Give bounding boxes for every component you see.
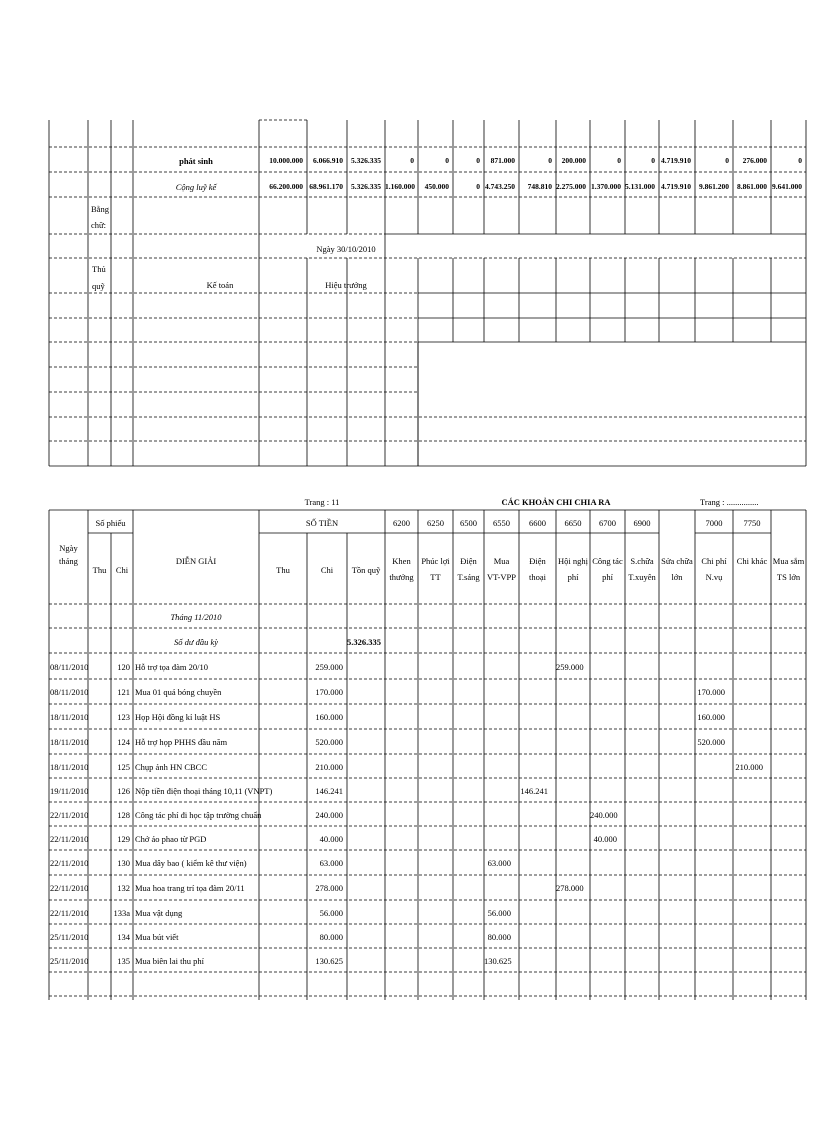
row-amount: 259.000 [315, 662, 343, 672]
so-tien-chi-header: Chi [320, 565, 334, 575]
column-header-line2: T.sáng [457, 572, 480, 582]
row-chi-number: 130 [117, 858, 130, 868]
column-header-line2: VT-VPP [487, 572, 516, 582]
column-code: 7000 [705, 518, 723, 528]
row-date: 22/11/2010 [50, 834, 89, 844]
cong-luy_ke-value: 748.810 [527, 182, 552, 191]
cong-luy_ke-value: 4.743.250 [485, 182, 515, 191]
so-du-label: Số dư đầu kỳ [173, 637, 219, 647]
row-description: Mua vật dụng [135, 908, 183, 918]
chi-header: Chi [115, 565, 129, 575]
cong-luy_ke-value: 5.131.000 [625, 182, 655, 191]
row-description: Chụp ảnh HN CBCC [135, 762, 208, 772]
row-chi-number: 120 [117, 662, 130, 672]
phat-sinh-value: 5.326.335 [351, 156, 381, 165]
row-date: 25/11/2010 [50, 932, 89, 942]
row-amount: 40.000 [319, 834, 343, 844]
phat-sinh-value: 10.000.000 [269, 156, 303, 165]
cong-luy-ke-label: Cộng luỹ kế [175, 182, 217, 192]
column-header-line1: Điện [460, 556, 477, 566]
cong-luy_ke-value: 66.200.000 [269, 182, 303, 191]
row-description: Mua 01 quả bóng chuyền [135, 687, 222, 697]
row-date: 18/11/2010 [50, 712, 89, 722]
column-header-line2: lớn [671, 572, 683, 582]
row-amount: 240.000 [315, 810, 343, 820]
row-date: 08/11/2010 [50, 662, 89, 672]
row-description: Hỗ trợ tọa đàm 20/10 [135, 662, 208, 672]
row-split-amount: 160.000 [697, 712, 725, 722]
cong-luy_ke-value: 9.861.200 [699, 182, 729, 191]
row-amount: 56.000 [319, 908, 343, 918]
row-chi-number: 135 [117, 956, 130, 966]
row-amount: 278.000 [315, 883, 343, 893]
row-split-amount: 146.241 [520, 786, 548, 796]
row-chi-number: 123 [117, 712, 130, 722]
bang-chu-label-2: chữ: [91, 220, 106, 230]
row-description: Chở áo phao từ PGD [135, 834, 207, 844]
ngay-header-2: tháng [59, 556, 78, 566]
phat-sinh-value: 200.000 [561, 156, 586, 165]
bang-chu-label-1: Bằng [91, 204, 109, 214]
row-amount: 130.625 [315, 956, 343, 966]
row-split-amount: 259.000 [556, 662, 584, 672]
column-header-line1: Sửa chữa [661, 556, 693, 566]
cong-luy_ke-value: 0 [476, 182, 480, 191]
thu-header: Thu [92, 565, 107, 575]
ke-toan-label: Kế toán [206, 280, 234, 290]
column-header-line2: thưởng [389, 572, 414, 582]
column-header-line2: phí [602, 572, 613, 582]
phat-sinh-value: 0 [798, 156, 802, 165]
row-amount: 80.000 [319, 932, 343, 942]
ton-quy-header: Tồn quỹ [351, 565, 381, 575]
cong-luy_ke-value: 1.370.000 [591, 182, 621, 191]
column-code: 6250 [427, 518, 444, 528]
row-chi-number: 121 [117, 687, 130, 697]
phat-sinh-value: 0 [548, 156, 552, 165]
column-header-line2: T.xuyên [628, 572, 656, 582]
row-chi-number: 128 [117, 810, 130, 820]
column-code: 6200 [393, 518, 410, 528]
cong-luy_ke-value: 68.961.170 [309, 182, 343, 191]
column-header-line2: TS lớn [776, 572, 801, 582]
column-header-line1: Khen [392, 556, 411, 566]
column-header-line2: TT [430, 572, 441, 582]
row-split-amount: 170.000 [697, 687, 725, 697]
row-description: Mua biên lai thu phí [135, 956, 204, 966]
row-amount: 146.241 [315, 786, 343, 796]
phat-sinh-value: 871.000 [490, 156, 515, 165]
row-date: 22/11/2010 [50, 858, 89, 868]
cong-luy_ke-value: 2.275.000 [556, 182, 586, 191]
phat-sinh-value: 0 [725, 156, 729, 165]
row-description: Mua hoa trang trí tọa đàm 20/11 [135, 883, 245, 893]
column-code: 6600 [529, 518, 546, 528]
column-header-line1: Hội nghị [558, 556, 588, 566]
signature-date: Ngày 30/10/2010 [316, 244, 376, 254]
cong-luy_ke-value: 1.160.000 [385, 182, 415, 191]
row-date: 25/11/2010 [50, 956, 89, 966]
column-header-line1: Công tác [592, 556, 623, 566]
column-code: 6550 [493, 518, 510, 528]
column-header-line1: Mua [493, 556, 510, 566]
row-amount: 210.000 [315, 762, 343, 772]
row-split-amount: 63.000 [487, 858, 511, 868]
row-amount: 170.000 [315, 687, 343, 697]
column-code: 6700 [599, 518, 616, 528]
row-chi-number: 126 [117, 786, 130, 796]
column-header-line2: N.vụ [705, 572, 723, 582]
row-date: 22/11/2010 [50, 883, 89, 893]
phat-sinh-value: 0 [651, 156, 655, 165]
row-chi-number: 129 [117, 834, 130, 844]
row-split-amount: 210.000 [735, 762, 763, 772]
row-description: Hỗ trợ họp PHHS đầu năm [135, 737, 228, 747]
row-split-amount: 520.000 [697, 737, 725, 747]
so-du-value: 5.326.335 [347, 637, 381, 647]
column-header-line1: Chi phí [701, 556, 727, 566]
phat-sinh-value: 0 [617, 156, 621, 165]
phat-sinh-value: 0 [410, 156, 414, 165]
cong-luy_ke-value: 450.000 [424, 182, 449, 191]
ngay-header-1: Ngày [59, 543, 78, 553]
so-tien-thu-header: Thu [276, 565, 290, 575]
page-number-left: Trang : 11 [304, 497, 340, 507]
column-code: 6500 [460, 518, 477, 528]
so-phieu-header: Số phiếu [95, 518, 126, 528]
row-split-amount: 240.000 [590, 810, 618, 820]
row-description: Công tác phí đi học tập trường chuẩn [135, 810, 262, 820]
row-amount: 520.000 [315, 737, 343, 747]
cong-luy_ke-value: 8.861.000 [737, 182, 767, 191]
row-date: 18/11/2010 [50, 737, 89, 747]
column-header-line1: Chi khác [736, 556, 768, 566]
row-description: Mua dây bao ( kiểm kê thư viện) [135, 858, 247, 868]
row-description: Nộp tiền điện thoại tháng 10,11 (VNPT) [135, 786, 273, 796]
row-date: 18/11/2010 [50, 762, 89, 772]
row-date: 08/11/2010 [50, 687, 89, 697]
column-header-line1: Điện [529, 556, 546, 566]
month-label: Tháng 11/2010 [170, 612, 222, 622]
page-number-right: Trang : ............... [700, 497, 759, 507]
cong-luy_ke-value: 4.719.910 [661, 182, 691, 191]
phat-sinh-value: 4.719.910 [661, 156, 691, 165]
phat-sinh-value: 0 [445, 156, 449, 165]
cong-luy_ke-value: 5.326.335 [351, 182, 381, 191]
row-split-amount: 40.000 [593, 834, 617, 844]
thu-quy-label-1: Thủ [92, 264, 106, 274]
phat-sinh-label: phát sinh [179, 156, 213, 166]
row-chi-number: 132 [117, 883, 130, 893]
column-header-line1: S.chữa [630, 556, 654, 566]
row-split-amount: 56.000 [487, 908, 511, 918]
row-description: Họp Hội đồng kỉ luật HS [135, 712, 221, 722]
row-date: 22/11/2010 [50, 908, 89, 918]
phat-sinh-value: 0 [476, 156, 480, 165]
phat-sinh-value: 276.000 [742, 156, 767, 165]
row-chi-number: 124 [117, 737, 130, 747]
section-title: CÁC KHOẢN CHI CHIA RA [501, 497, 611, 507]
row-date: 19/11/2010 [50, 786, 89, 796]
row-split-amount: 80.000 [487, 932, 511, 942]
column-code: 6650 [564, 518, 582, 528]
hieu-truong-label: Hiệu trưởng [325, 280, 367, 290]
column-code: 7750 [743, 518, 761, 528]
row-chi-number: 133a [113, 908, 130, 918]
row-chi-number: 134 [117, 932, 130, 942]
so-tien-header: SỐ TIỀN [305, 518, 339, 528]
column-code: 6900 [633, 518, 651, 528]
dien-giai-header: DIỄN GIẢI [175, 556, 217, 566]
row-description: Mua bút viết [135, 932, 179, 942]
column-header-line2: phí [567, 572, 579, 582]
column-header-line1: Mua sắm [772, 556, 805, 566]
row-amount: 63.000 [319, 858, 343, 868]
column-header-line1: Phúc lợi [421, 556, 450, 566]
thu-quy-label-2: quỹ [92, 281, 105, 291]
column-header-line2: thoại [529, 572, 546, 582]
row-chi-number: 125 [117, 762, 130, 772]
row-split-amount: 130.625 [484, 956, 512, 966]
cong-luy_ke-value: 9.641.000 [772, 182, 802, 191]
row-date: 22/11/2010 [50, 810, 89, 820]
phat-sinh-value: 6.066.910 [313, 156, 343, 165]
row-split-amount: 278.000 [556, 883, 584, 893]
row-amount: 160.000 [315, 712, 343, 722]
